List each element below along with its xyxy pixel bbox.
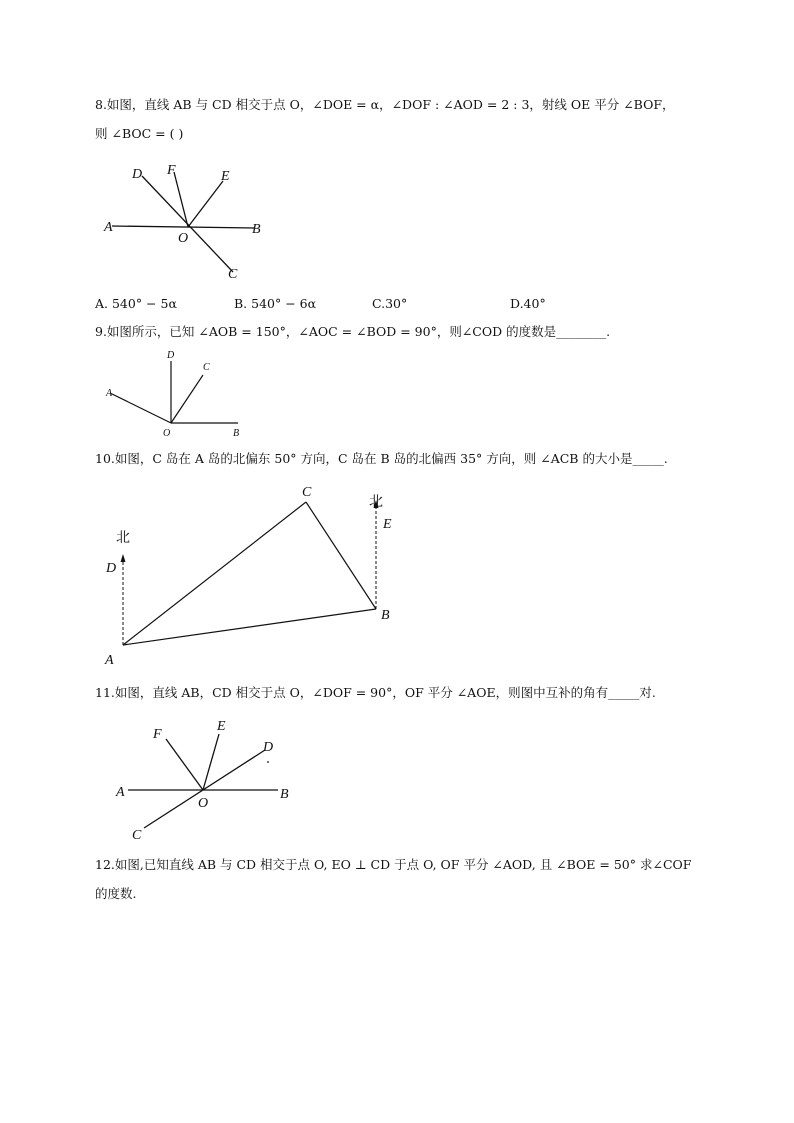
q9-text-line1: 9.如图所示，已知 ∠AOB = 150°，∠AOC = ∠BOD = 90°，则∠COD 的度数是________.	[95, 324, 611, 339]
q8-figure	[100, 160, 280, 285]
q11-label-e: E	[217, 719, 226, 734]
q10-side-ac	[123, 502, 306, 645]
q8-ray-oe	[188, 181, 223, 227]
q8-text-line1: 8.如图，直线 AB 与 CD 相交于点 O，∠DOE = α，∠DOF : ∠AOD = 2 : 3，射线 OE 平分 ∠BOF，	[95, 97, 675, 112]
q11-label-f: F	[153, 727, 162, 742]
q10-label-north-b: 北	[369, 494, 383, 510]
q10-label-north-a: 北	[116, 530, 130, 546]
q8-label-e: E	[221, 169, 230, 184]
q11-label-d: D	[263, 740, 274, 755]
q11-label-o: O	[198, 796, 209, 811]
q8-line-ab	[112, 226, 255, 228]
q9-label-c: C	[203, 362, 210, 373]
q9-ray-oc	[171, 375, 203, 423]
q8-option-b: B. 540° − 6α	[234, 296, 317, 311]
q9-ray-oa	[110, 393, 171, 423]
q8-option-a: A. 540° − 5α	[95, 296, 177, 311]
q9-figure	[100, 344, 250, 439]
q10-label-b: B	[381, 608, 390, 623]
q8-option-c: C.30°	[372, 296, 408, 311]
q8-ray-of	[174, 172, 188, 227]
q8-label-a: A	[104, 220, 113, 235]
q11-figure	[110, 710, 310, 845]
q11-label-c: C	[132, 828, 142, 843]
q11-label-a: A	[116, 785, 125, 800]
q10-label-d: D	[106, 561, 117, 576]
q12-text-line2: 的度数.	[95, 886, 137, 901]
q10-label-c: C	[302, 485, 312, 500]
q11-ray-of	[166, 739, 203, 790]
q8-label-o: O	[178, 231, 189, 246]
q8-label-d: D	[132, 167, 143, 182]
q9-label-b: B	[233, 428, 240, 439]
q10-label-e: E	[383, 517, 392, 532]
q9-label-d: D	[167, 350, 175, 361]
q8-label-b: B	[252, 222, 261, 237]
q12-text-line1: 12.如图,已知直线 AB 与 CD 相交于点 O, EO ⊥ CD 于点 O, OF 平分 ∠AOD, 且 ∠BOE = 50° 求∠COF	[95, 857, 692, 872]
q10-side-cb	[306, 502, 376, 609]
q8-text-line2: 则 ∠BOC = ( )	[95, 126, 184, 141]
q11-text-line1: 11.如图，直线 AB，CD 相交于点 O，∠DOF = 90°，OF 平分 ∠AOE，则图中互补的角有_____对.	[95, 685, 656, 700]
q11-line-cd	[144, 750, 265, 828]
q10-text-line1: 10.如图，C 岛在 A 岛的北偏东 50° 方向，C 岛在 B 岛的北偏西 35° 方向，则 ∠ACB 的大小是_____.	[95, 451, 668, 466]
q9-label-o: O	[163, 428, 171, 439]
q11-label-b: B	[280, 787, 289, 802]
q8-label-f: F	[167, 163, 176, 178]
q10-arrow-a	[121, 554, 126, 562]
q9-label-a: A	[106, 388, 113, 399]
q10-side-ab	[123, 609, 376, 645]
q8-option-d: D.40°	[510, 296, 546, 311]
q10-figure	[95, 478, 415, 673]
q10-label-a: A	[105, 653, 114, 668]
q8-label-c: C	[228, 267, 238, 282]
q11-dot-mark	[267, 761, 269, 763]
